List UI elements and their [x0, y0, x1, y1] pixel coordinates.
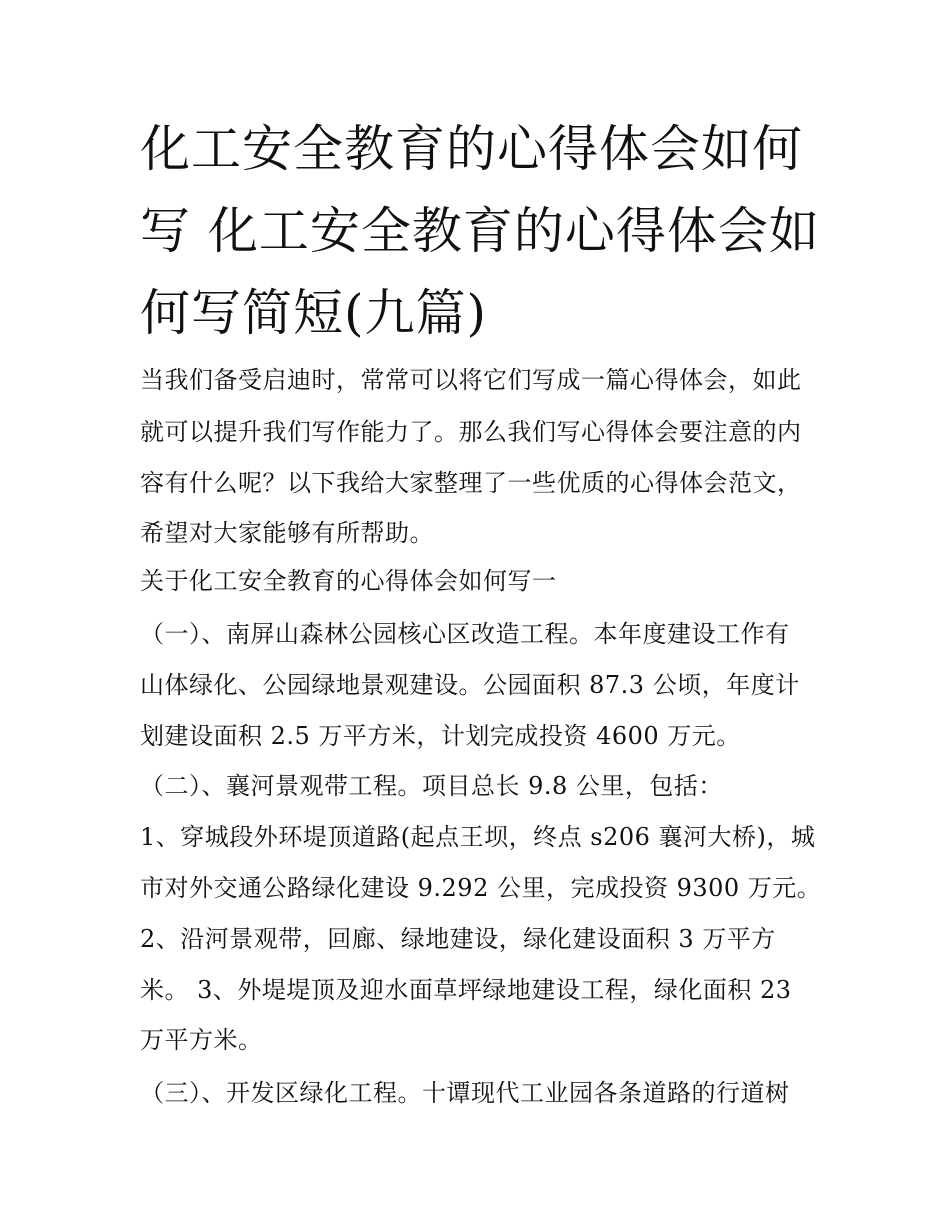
body-line-15: （三）、开发区绿化工程。十谭现代工业园各条道路的行道树: [140, 1079, 790, 1107]
body-line-4: 希望对大家能够有所帮助。: [140, 519, 434, 547]
body-line-7: 山体绿化、公园绿地景观建设。公园面积 87.3 公顷，年度计: [140, 671, 800, 699]
title-line-3: 何写简短(九篇): [140, 284, 488, 342]
body-line-8: 划建设面积 2.5 万平方米，计划完成投资 4600 万元。: [140, 722, 741, 750]
section-heading: 关于化工安全教育的心得体会如何写一: [140, 567, 557, 595]
body-line-14: 万平方米。: [140, 1026, 263, 1054]
body-line-12: 2、沿河景观带，回廊、绿地建设，绿化建设面积 3 万平方: [140, 925, 776, 953]
title-line-2: 写 化工安全教育的心得体会如: [140, 202, 820, 260]
body-line-6: （一）、南屏山森林公园核心区改造工程。本年度建设工作有: [140, 620, 790, 648]
body-line-3: 容有什么呢？以下我给大家整理了一些优质的心得体会范文，: [140, 469, 802, 497]
body-line-9: （二）、襄河景观带工程。项目总长 9.8 公里，包括：: [140, 772, 723, 800]
body-line-1: 当我们备受启迪时，常常可以将它们写成一篇心得体会，如此: [140, 366, 802, 394]
body-line-10: 1、穿城段外环堤顶道路(起点王坝，终点 s206 襄河大桥)，城: [140, 823, 816, 851]
document-title: [140, 108, 820, 354]
title-line-1: 化工安全教育的心得体会如何: [140, 120, 803, 178]
body-line-11: 市对外交通公路绿化建设 9.292 公里，完成投资 9300 万元。: [140, 874, 822, 902]
body-line-2: 就可以提升我们写作能力了。那么我们写心得体会要注意的内: [140, 418, 802, 446]
body-line-13: 米。 3、外堤堤顶及迎水面草坪绿地建设工程，绿化面积 23: [140, 976, 792, 1004]
